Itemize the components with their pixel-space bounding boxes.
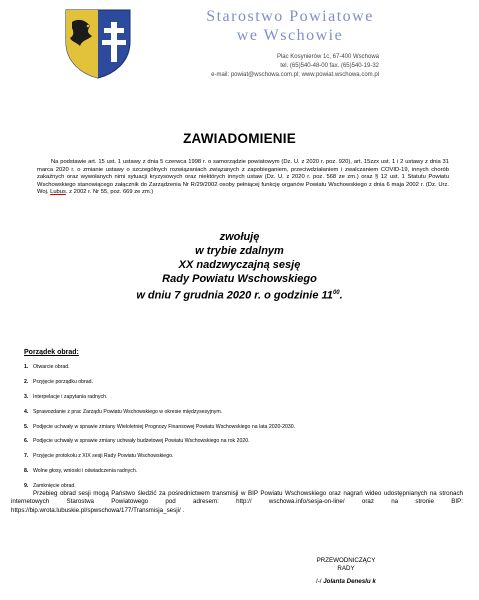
agenda-item-number: 8. [24,468,29,475]
session-date-end: . [339,289,343,302]
convene-line-4: Rady Powiatu Wschowskiego [162,273,317,285]
office-name-line1: Starostwo Powiatowe [206,8,374,25]
agenda-item-text: Sprawozdanie z prac Zarządu Powiatu Wschowskiego w okresie międzysesyjnym. [33,408,223,415]
legal-basis-text-end: . z 2002 r. Nr 55, poz. 669 ze zm.) [65,189,154,196]
agenda-item [24,364,444,379]
agenda-item-text: Podjęcie uchwały w sprawie zmiany uchwały budżetowej Powiatu Wschowskiego na rok 2020. [33,438,250,445]
signatory-role-line1: PRZEWODNICZĄCY [316,557,376,564]
legal-basis-text: Na podstawie art. 15 ust. 1 ustawy z dnia 5 czerwca 1998 r. o samorządzie powiatowym (Dz. U. z 2020 r. poz. 920), art. 15zzx ust. 1 i 2 ustawy z dnia 31 marca 2020 r. o zmianie ustawy o szczególnych rozwiązaniach związanych z zapobieganiem, przeciwdziałaniem i zwalczaniem COVID-19, innych chorób zakaźnych oraz wywołanych nimi sytuacji kryzysowych oraz niektórych innych ustaw (Dz. U. z 2020 r. poz. 568 ze zm.) oraz § 12 ust. 1 Statutu Powiatu Wschowskiego stanowiącego załącznik do Zarządzenia Nr R/29/2002 osoby pełniącej funkcję organów Powiatu Wschowskiego z dnia 6 maja 2002 r. (Dz. Urz. Woj. [37,159,449,196]
agenda-item-number: 3. [24,393,29,400]
agenda-item [24,409,444,424]
signatory-name: Jolanta Deneslu k [323,578,376,585]
agenda-item-text: Wolne głosy, wnioski i oświadczenia radnych. [33,468,138,475]
agenda-item [24,468,444,483]
agenda-item-text: Interpelacje i zapytania radnych. [33,393,108,400]
agenda-list [24,364,444,498]
agenda-item-number: 4. [24,408,29,415]
convene-line-1: zwołuję [219,231,260,243]
address-line: Plac Kosynierów 1c, 67-400 Wschowa [276,54,379,60]
agenda-item-number: 6. [24,438,29,445]
agenda-item-number: 5. [24,423,29,430]
agenda-item [24,438,444,453]
agenda-item-text: Podjęcie uchwały w sprawie zmiany Wieloletniej Prognozy Finansowej Powiatu Wschowskiego na lata 2020-2030. [33,423,296,430]
document-title: ZAWIADOMIENIE [183,131,296,146]
signatory-role-line2: RADY [337,565,355,572]
signatory-name-line [292,578,402,586]
convene-line-2: w trybie zdalnym [195,245,284,257]
agenda-item-number: 9. [24,483,29,490]
agenda-item-number: 1. [24,364,29,370]
session-date-time: w dniu 7 grudnia 2020 r. o godzinie 11 [136,289,333,302]
agenda-item-text: Przyjęcie protokołu z XIX sesji Rady Powiatu Wschowskiego. [33,453,174,460]
agenda-item-text: Przyjęcie porządku obrad. [33,378,93,385]
coat-of-arms-icon [62,8,134,80]
signature-prefix: /-/ [316,578,324,585]
agenda-title: Porządek obrad: [24,349,79,356]
agenda-item [24,424,444,439]
convene-line-3: XX nadzwyczajną sesję [178,259,301,271]
legal-basis-underlined: Lubus [50,189,66,196]
office-name-line2: we Wschowie [236,27,344,44]
email-website-line: e-mail: powiat@wschowa.com.pl; www.powiat.wschowa.com.pl [211,72,379,78]
convene-line-5 [0,287,479,303]
agenda-item [24,394,444,409]
agenda-item [24,379,444,394]
agenda-item [24,453,444,468]
phone-fax-line: tel. (65)540-48-00 fax. (65)540-19-32 [280,63,379,69]
broadcast-info-paragraph: Przebieg obrad sesji mogą Państwo śledzić za pośrednictwem transmisji w BIP Powiatu Wschowskiego oraz nagrań wideo udostępnianych na stronach internetowych Starostwa Powiatowego pod adresem: http:// wschowa.info/sesja-on-line/ oraz na stronie BIP: https://bip.wrota.lubuskie.pl/spwschowa/177/Transmisja_sesji/ . [11,490,463,514]
agenda-item-text: Zamknięcie obrad. [33,483,76,490]
legal-basis-paragraph [37,159,449,197]
session-time-minutes: 00 [332,290,340,296]
agenda-item-number: 7. [24,453,29,460]
agenda-item-text: Otwarcie obrad. [33,364,70,370]
agenda-item-number: 2. [24,378,29,385]
